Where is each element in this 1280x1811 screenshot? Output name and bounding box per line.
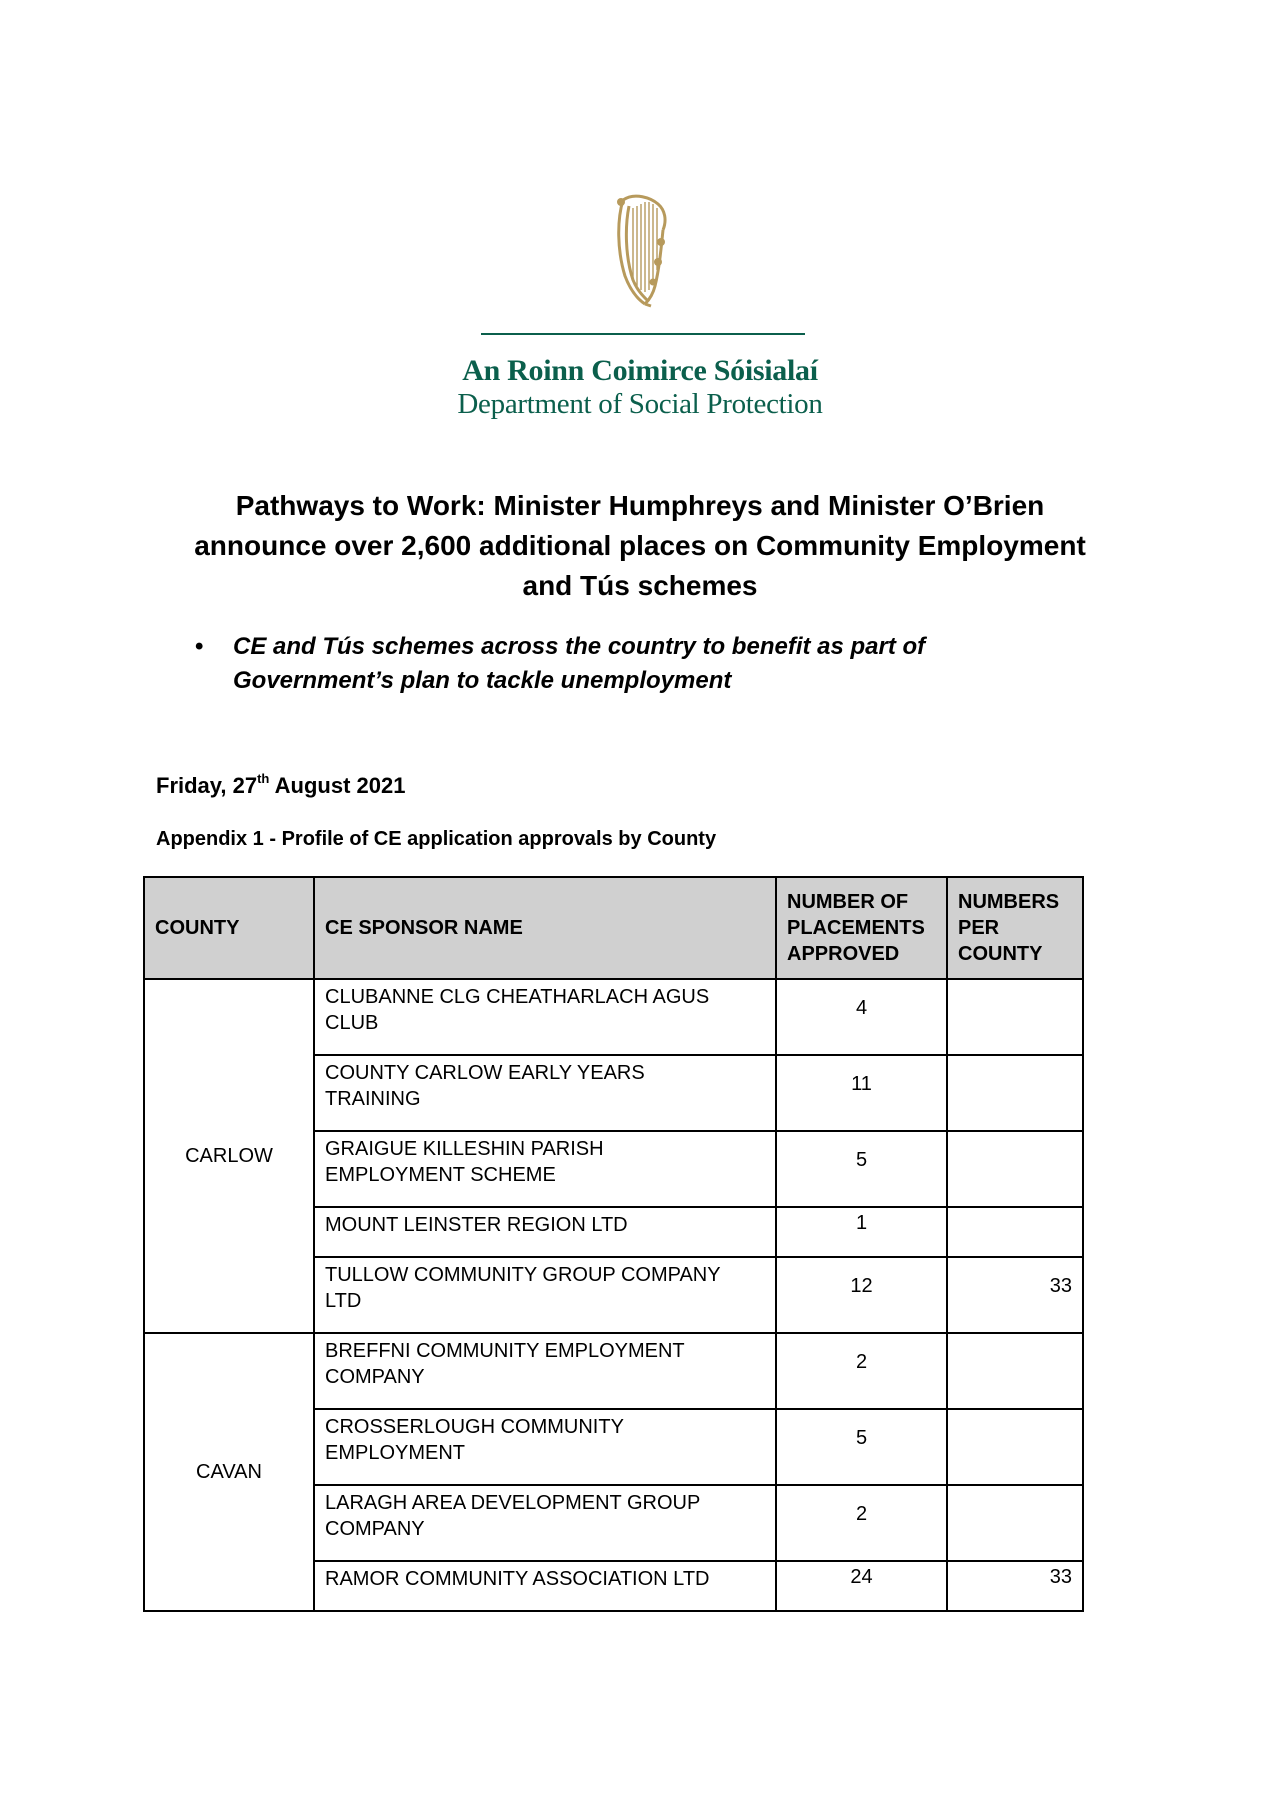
placements-cell: 5 xyxy=(776,1409,947,1485)
placements-cell: 12 xyxy=(776,1257,947,1333)
header-placements xyxy=(776,877,947,979)
summary-bullet xyxy=(196,630,1096,698)
department-name-irish: An Roinn Coimirce Sóisialaí xyxy=(462,354,818,387)
sponsor-line: TULLOW COMMUNITY GROUP COMPANY xyxy=(325,1264,721,1286)
placements-cell: 2 xyxy=(776,1333,947,1409)
release-date xyxy=(156,773,406,799)
placements-cell: 24 xyxy=(776,1561,947,1611)
table-row xyxy=(144,1333,1083,1409)
county-total-cell xyxy=(947,1333,1083,1409)
county-total-cell xyxy=(947,1485,1083,1561)
bullet-line: Government’s plan to tackle unemployment xyxy=(233,667,732,694)
logo-divider xyxy=(481,333,805,335)
press-release-title xyxy=(150,486,1130,606)
sponsor-line: LTD xyxy=(325,1290,362,1312)
sponsor-line: MOUNT LEINSTER REGION LTD xyxy=(325,1214,628,1236)
sponsor-line: CROSSERLOUGH COMMUNITY xyxy=(325,1416,624,1438)
header-placements-line: PLACEMENTS xyxy=(787,917,925,939)
sponsor-line: COMPANY xyxy=(325,1366,425,1388)
department-name-english: Department of Social Protection xyxy=(457,388,823,420)
department-logo xyxy=(0,190,1280,308)
placements-cell: 1 xyxy=(776,1207,947,1257)
header-county: COUNTY xyxy=(144,877,314,979)
title-line: Pathways to Work: Minister Humphreys and Minister O’Brien xyxy=(235,490,1045,521)
county-total-cell xyxy=(947,1409,1083,1485)
table-header-row xyxy=(144,877,1083,979)
header-per-county-line: PER xyxy=(958,917,1000,939)
county-total-cell xyxy=(947,1131,1083,1207)
appendix-title: Appendix 1 - Profile of CE application approvals by County xyxy=(156,828,717,850)
sponsor-line: COMPANY xyxy=(325,1518,425,1540)
header-sponsor: CE SPONSOR NAME xyxy=(314,877,776,979)
sponsor-cell xyxy=(314,1257,776,1333)
sponsor-line: BREFFNI COMMUNITY EMPLOYMENT xyxy=(325,1340,685,1362)
county-total-cell xyxy=(947,1207,1083,1257)
sponsor-line: LARAGH AREA DEVELOPMENT GROUP xyxy=(325,1492,701,1514)
sponsor-line: EMPLOYMENT SCHEME xyxy=(325,1164,556,1186)
sponsor-line: GRAIGUE KILLESHIN PARISH xyxy=(325,1138,604,1160)
date-ordinal: th xyxy=(257,771,270,786)
header-per-county xyxy=(947,877,1083,979)
header-per-county-line: NUMBERS xyxy=(958,891,1060,913)
date-suffix: August 2021 xyxy=(269,773,406,798)
sponsor-line: CLUB xyxy=(325,1012,379,1034)
bullet-icon: • xyxy=(195,633,204,660)
sponsor-line: RAMOR COMMUNITY ASSOCIATION LTD xyxy=(325,1568,710,1590)
sponsor-line: TRAINING xyxy=(325,1088,421,1110)
sponsor-cell xyxy=(314,1333,776,1409)
county-cell: CAVAN xyxy=(144,1333,314,1611)
harp-icon xyxy=(603,190,677,308)
county-total-cell: 33 xyxy=(947,1257,1083,1333)
sponsor-cell xyxy=(314,1131,776,1207)
title-line: announce over 2,600 additional places on Community Employment xyxy=(194,530,1086,561)
sponsor-cell xyxy=(314,1207,776,1257)
placements-cell: 2 xyxy=(776,1485,947,1561)
title-line: and Tús schemes xyxy=(522,570,758,601)
date-prefix: Friday, 27 xyxy=(156,773,258,798)
county-total-cell: 33 xyxy=(947,1561,1083,1611)
placements-cell: 11 xyxy=(776,1055,947,1131)
county-total-cell xyxy=(947,1055,1083,1131)
table-row xyxy=(144,979,1083,1055)
sponsor-cell xyxy=(314,1561,776,1611)
header-placements-line: APPROVED xyxy=(787,943,900,965)
header-placements-line: NUMBER OF xyxy=(787,891,909,913)
sponsor-cell xyxy=(314,1055,776,1131)
county-cell: CARLOW xyxy=(144,979,314,1333)
sponsor-line: EMPLOYMENT xyxy=(325,1442,466,1464)
county-total-cell xyxy=(947,979,1083,1055)
header-per-county-line: COUNTY xyxy=(958,943,1043,965)
sponsor-line: COUNTY CARLOW EARLY YEARS xyxy=(325,1062,645,1084)
sponsor-cell xyxy=(314,1409,776,1485)
bullet-line: CE and Tús schemes across the country to benefit as part of xyxy=(233,633,926,660)
sponsor-line: CLUBANNE CLG CHEATHARLACH AGUS xyxy=(325,986,710,1008)
sponsor-cell xyxy=(314,1485,776,1561)
placements-cell: 4 xyxy=(776,979,947,1055)
placements-cell: 5 xyxy=(776,1131,947,1207)
sponsor-cell xyxy=(314,979,776,1055)
approvals-table xyxy=(143,876,1084,1612)
